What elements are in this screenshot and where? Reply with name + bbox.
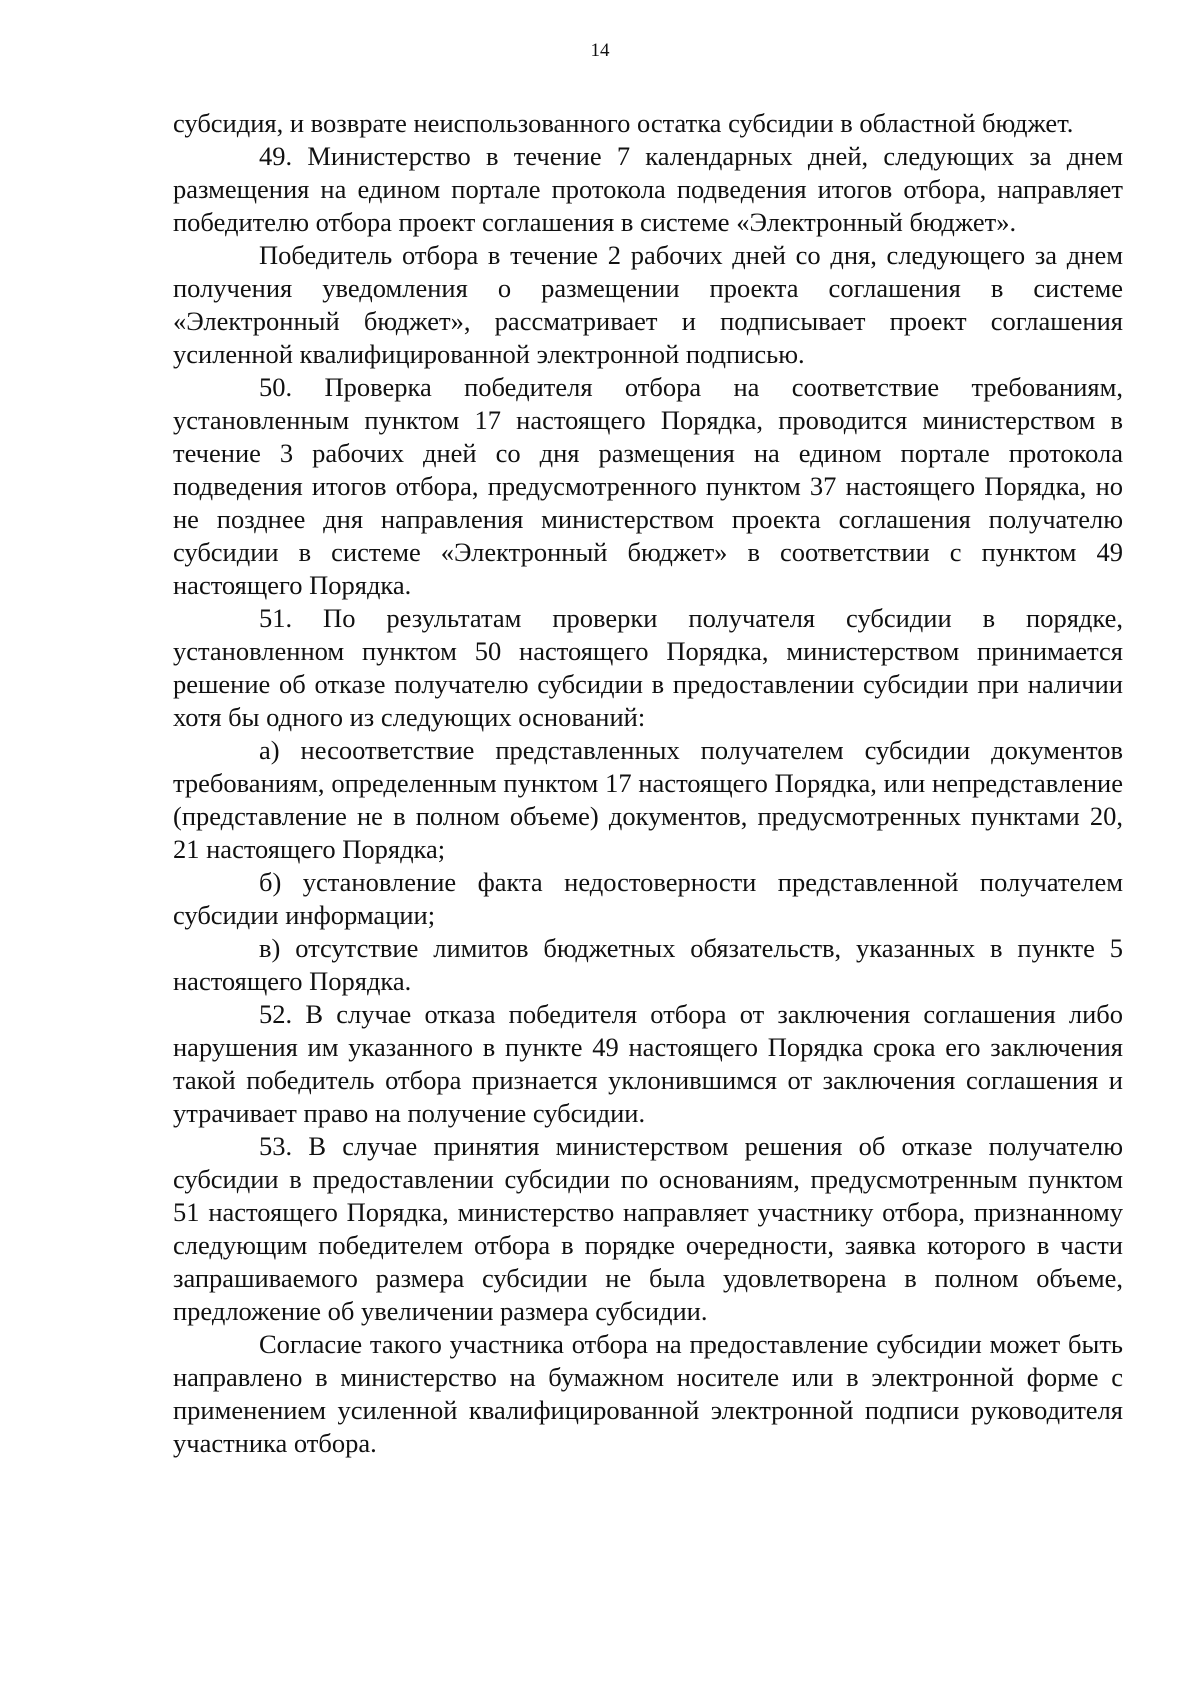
paragraph: субсидия, и возврате неиспользованного остатка субсидии в областной бюджет. — [173, 108, 1074, 138]
paragraph: 49. Министерство в течение 7 календарных дней, следующих за днем размещения на едином портале протокола подведения итогов отбора, направляет победителю отбора проект соглашения в системе «Электронный бюджет». — [173, 141, 1123, 237]
paragraph: а) несоответствие представленных получателем субсидии документов требованиям, определенным пунктом 17 настоящего Порядка, или непредставление (представление не в полном объеме) документов, предусмотренных пунктами 20, 21 настоящего Порядка; — [173, 735, 1123, 864]
document-body — [173, 107, 1123, 1460]
page-number: 14 — [590, 40, 610, 61]
paragraph: Согласие такого участника отбора на предоставление субсидии может быть направлено в министерство на бумажном носителе или в электронной форме с применением усиленной квалифицированной электронной подписи руководителя участника отбора. — [173, 1329, 1123, 1458]
paragraph: 50. Проверка победителя отбора на соответствие требованиям, установленным пунктом 17 настоящего Порядка, проводится министерством в течение 3 рабочих дней со дня размещения на едином портале протокола подведения итогов отбора, предусмотренного пунктом 37 настоящего Порядка, но не позднее дня направления министерством проекта соглашения получателю субсидии в системе «Электронный бюджет» в соответствии с пунктом 49 настоящего Порядка. — [173, 372, 1123, 600]
paragraph: Победитель отбора в течение 2 рабочих дней со дня, следующего за днем получения уведомления о размещении проекта соглашения в системе «Электронный бюджет», рассматривает и подписывает проект соглашения усиленной квалифицированной электронной подписью. — [173, 240, 1123, 369]
paragraph: 52. В случае отказа победителя отбора от заключения соглашения либо нарушения им указанного в пункте 49 настоящего Порядка срока его заключения такой победитель отбора признается уклонившимся от заключения соглашения и утрачивает право на получение субсидии. — [173, 999, 1123, 1128]
paragraph: в) отсутствие лимитов бюджетных обязательств, указанных в пункте 5 настоящего Порядка. — [173, 933, 1123, 996]
paragraph: 53. В случае принятия министерством решения об отказе получателю субсидии в предоставлении субсидии по основаниям, предусмотренным пунктом 51 настоящего Порядка, министерство направляет участнику отбора, признанному следующим победителем отбора в порядке очередности, заявка которого в части запрашиваемого размера субсидии не была удовлетворена в полном объеме, предложение об увеличении размера субсидии. — [173, 1131, 1123, 1326]
paragraph: 51. По результатам проверки получателя субсидии в порядке, установленном пунктом 50 настоящего Порядка, министерством принимается решение об отказе получателю субсидии в предоставлении субсидии при наличии хотя бы одного из следующих оснований: — [173, 603, 1123, 732]
paragraph: б) установление факта недостоверности представленной получателем субсидии информации; — [173, 867, 1123, 930]
